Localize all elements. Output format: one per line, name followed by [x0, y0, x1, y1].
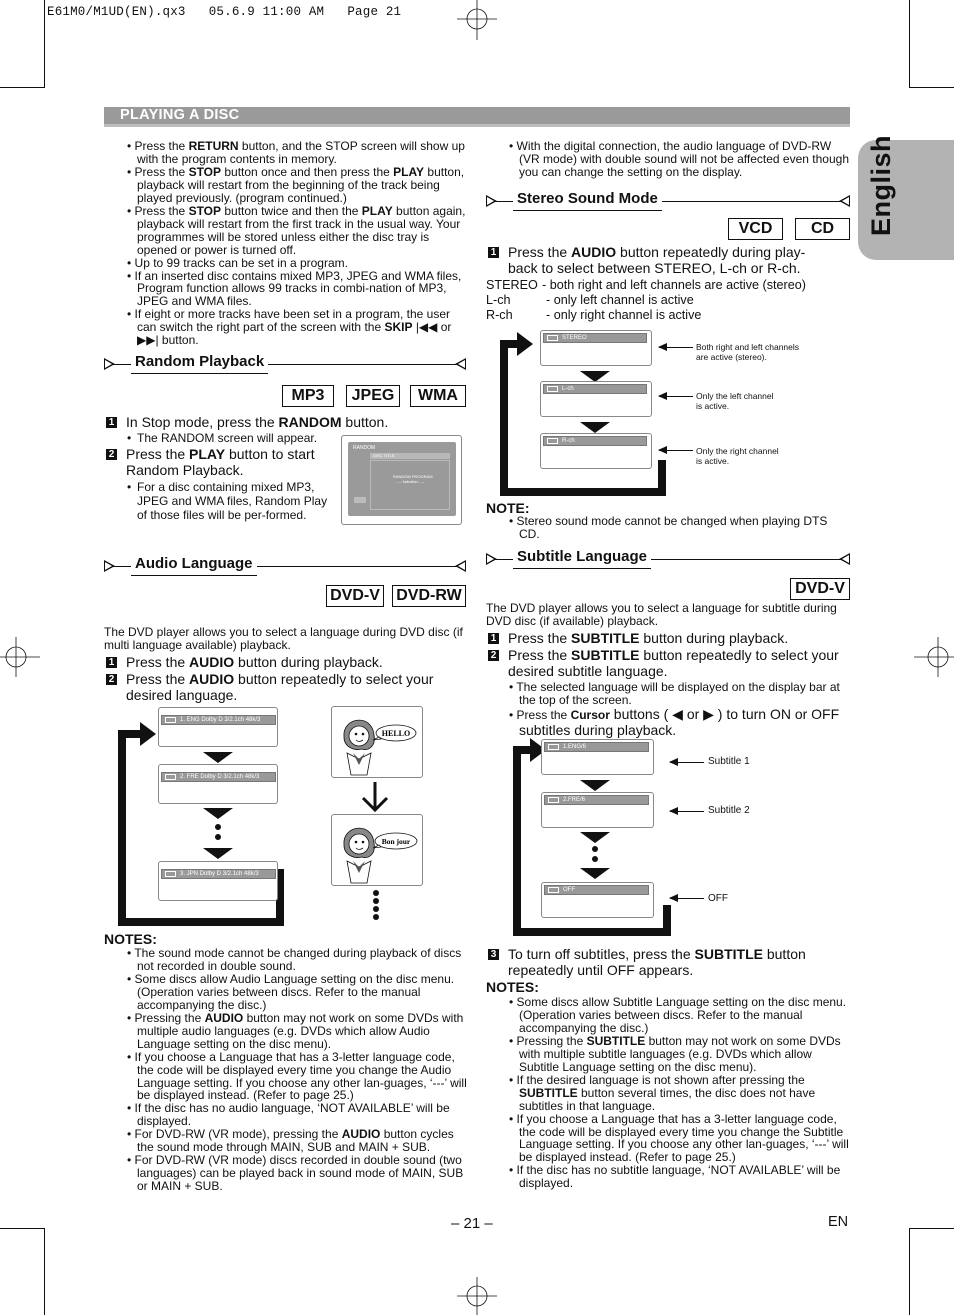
section-banner [104, 107, 850, 127]
program-notes [127, 140, 469, 347]
random-step-1-sub: • The RANDOM screen will appear. [127, 432, 347, 445]
section-title: Stereo Sound Mode [513, 191, 662, 211]
osd-screen [158, 707, 278, 747]
bullet-item: • For DVD-RW (VR mode), pressing the AUDIO button cycles the sound mode through MAIN, SUB and MAIN + SUB. [127, 1127, 454, 1155]
flow-bracket [500, 340, 508, 496]
osd-screen [540, 330, 652, 366]
stereo-note: • Stereo sound mode cannot be changed when playing DTS CD. [509, 514, 828, 541]
crop-mark-bottom [455, 1277, 499, 1315]
osd-screen [158, 764, 278, 804]
osd-screen [541, 882, 654, 918]
bullet-item: • If eight or more tracks have been set in a program, the user can switch the right part of the screen with the SKIP |◀◀ or ▶▶| button. [127, 307, 452, 348]
bullet-item: • If the desired language is not shown after pressing the SUBTITLE button several times, the disc does not have subtitles in that language. [509, 1072, 816, 1113]
step-number: 2 [106, 449, 117, 460]
flow-arrow-icon [517, 332, 533, 356]
badge-vcd: VCD [728, 218, 783, 240]
ellipsis-dot [373, 890, 379, 896]
language-tab-label: English [866, 134, 896, 236]
bullet-item: • If the disc has no audio language, ‘NOT AVAILABLE’ will be displayed. [127, 1101, 450, 1129]
callout-arrow-icon [659, 450, 693, 451]
callout-subtitle-2: Subtitle 2 [708, 805, 750, 816]
speech-bubble-text: Bon jour [381, 837, 411, 846]
trim-line [909, 1228, 954, 1229]
callout-arrow-icon [659, 347, 693, 348]
audio-icon [547, 438, 558, 444]
ellipsis-dot [592, 846, 598, 852]
subtitle-icon [548, 744, 559, 750]
crop-mark-left [0, 635, 44, 679]
stereo-mode-table [486, 278, 846, 323]
step-number: 2 [488, 650, 499, 661]
callout-stereo: Both right and left channels are active (stereo). [696, 342, 800, 363]
down-arrow-icon [580, 780, 610, 791]
trim-line [44, 1228, 45, 1315]
badge-cd: CD [795, 218, 850, 240]
subtitle-step-1: 1 Press the SUBTITLE button during playback. [488, 630, 848, 646]
subtitle-intro: The DVD player allows you to select a language for subtitle during DVD disc (if available) playback. [486, 601, 837, 628]
badge-jpeg: JPEG [346, 385, 400, 407]
callout-arrow-icon [659, 396, 693, 397]
language-code: EN [828, 1214, 849, 1230]
stereo-step-1: 1 Press the AUDIO button repeatedly during play-back to select between STEREO, L-ch or R-ch. [488, 244, 833, 277]
flow-bracket [513, 928, 671, 936]
bullet-item: • If you choose a Language that has a 3-letter language code, the code will be displayed every time you change the Audio Language setting. If you choose any other lan-guages, ‘---’ will be displayed instead. (Refer to page 25.) [127, 1049, 467, 1103]
osd-bar: L-ch [543, 384, 647, 394]
disc-type-badges [282, 385, 468, 407]
header-arrow-left-icon [104, 560, 115, 572]
audio-step-1: 1 Press the AUDIO button during playback. [106, 654, 466, 670]
flow-bracket [663, 905, 671, 936]
badge-dvd-v: DVD-V [326, 585, 384, 607]
bullet-item: • Some discs allow Audio Language setting on the disc menu. (Operation varies between discs. Refer to the manual accompanying the disc.) [127, 971, 455, 1012]
osd-bar: 2. FRE Dolby D 3/2.1ch 48k/3 [161, 772, 276, 782]
digital-note [509, 140, 851, 179]
screen-content-area [370, 460, 450, 510]
girl-icon [332, 815, 422, 885]
subtitle-icon [548, 797, 559, 803]
header-arrow-right-icon [839, 195, 850, 207]
step-number: 3 [488, 949, 499, 960]
trim-line [909, 0, 910, 88]
osd-screen [541, 792, 654, 828]
mode-row: L-ch - only left channel is active [486, 293, 694, 307]
bullet-item: • Press the STOP button twice and then the PLAY button again, playback will restart from the first track in the usual way. Your programmes will be stored unless either the disc tray is opened or power is turned off. [127, 203, 466, 257]
step-number: 1 [106, 417, 117, 428]
trim-line [44, 0, 45, 88]
audio-notes [127, 947, 468, 1193]
bullet-item: • For DVD-RW (VR mode) discs recorded in double sound (two languages) can be played back in sound mode of MAIN, SUB or MAIN + SUB. [127, 1153, 464, 1194]
osd-bar: 2.FRE/6 [544, 795, 649, 805]
audio-step-2: 2 Press the AUDIO button repeatedly to select your desired language. [106, 671, 466, 704]
bullet-item: • Pressing the AUDIO button may not work on some DVDs with multiple audio languages (e.g. DVDs which allow Audio Language setting on the disc menu). [127, 1010, 464, 1051]
flow-arrow-icon [140, 722, 156, 746]
osd-bar: 1. ENG Dolby D 3/2.1ch 48k/3 [161, 715, 276, 725]
callout-arrow-icon [670, 811, 704, 812]
section-header-stereo [486, 191, 850, 213]
speech-bubble-text: HELLO [381, 729, 411, 738]
ellipsis-dot [215, 824, 221, 830]
badge-dvd-v: DVD-V [790, 578, 850, 600]
disc-type-badges [728, 218, 850, 240]
ellipsis-dot [373, 898, 379, 904]
trim-line [909, 1228, 910, 1315]
callout-subtitle-1: Subtitle 1 [708, 756, 750, 767]
girl-bonjour-illustration [331, 814, 423, 886]
callout-arrow-icon [670, 898, 704, 899]
subtitle-icon [548, 887, 559, 893]
header-arrow-left-icon [104, 358, 115, 370]
random-step-2-sub: • For a disc containing mixed MP3, JPEG and WMA files, Random Play of those files will be per-formed. [127, 481, 337, 522]
girl-icon [332, 707, 422, 777]
osd-screen [541, 739, 654, 775]
down-arrow-icon [203, 752, 233, 763]
section-header-audio [104, 556, 466, 578]
header-arrow-left-icon [486, 195, 497, 207]
osd-bar: OFF [544, 885, 649, 895]
audio-intro: The DVD player allows you to select a language during DVD disc (if multi language available) playback. [104, 625, 463, 652]
girl-hello-illustration [331, 706, 423, 778]
random-step-2: 2 Press the PLAY button to start Random Playback. [106, 446, 340, 479]
mode-row: STEREO - both right and left channels are active (stereo) [486, 278, 806, 292]
ellipsis-dot [373, 914, 379, 920]
bullet-item: • Press the RETURN button, and the STOP screen will show up with the program contents in memory. [127, 139, 465, 166]
ellipsis-dot [373, 906, 379, 912]
down-arrow-icon [580, 832, 610, 843]
step-number: 1 [488, 247, 499, 258]
bullet-item: • Up to 99 tracks can be set in a program. [127, 255, 348, 270]
flow-bracket [513, 746, 521, 936]
flow-bracket [118, 918, 284, 926]
flow-bracket [658, 460, 666, 496]
flow-bracket [500, 488, 666, 496]
bullet-item: • Pressing the SUBTITLE button may not work on some DVDs with multiple subtitle languages (e.g. DVDs which allow Subtitle Language setting on the disc menu). [509, 1033, 841, 1074]
trim-line [0, 1228, 44, 1229]
down-arrow-icon [580, 422, 610, 433]
flow-bracket [118, 730, 126, 926]
osd-bar: STEREO [543, 333, 647, 343]
language-tab [858, 134, 954, 260]
page-number: – 21 – [451, 1215, 493, 1232]
bullet-item: • If an inserted disc contains mixed MP3, JPEG and WMA files, Program function allows 99 tracks in combi-nation of MP3, JPEG and WMA files. [127, 268, 462, 309]
subtitle-step-3: 3 To turn off subtitles, press the SUBTITLE button repeatedly until OFF appears. [488, 946, 833, 979]
badge-mp3: MP3 [282, 385, 334, 407]
down-arrow-icon [203, 808, 233, 819]
ellipsis-dot [215, 834, 221, 840]
osd-bar: 3. JPN Dolby D 3/2.1ch 48k/3 [161, 869, 276, 879]
random-screen-illustration [341, 435, 462, 525]
down-arrow-icon [203, 848, 233, 859]
note-label: NOTE: [486, 500, 530, 516]
audio-icon [165, 717, 176, 723]
screen-icon [354, 497, 366, 503]
badge-wma: WMA [410, 385, 466, 407]
header-arrow-left-icon [486, 553, 497, 565]
screen-display: RANDOM DISC TITLE RANDOM PROGRAM -- -- Indication -- -- [348, 442, 456, 516]
random-step-1: 1 In Stop mode, press the RANDOM button. [106, 414, 426, 430]
banner-title: PLAYING A DISC [120, 107, 240, 123]
audio-icon [165, 774, 176, 780]
section-title: Audio Language [131, 556, 257, 576]
trim-line [0, 87, 44, 88]
subtitle-notes [509, 996, 852, 1190]
section-header-subtitle [486, 549, 850, 571]
step-number: 2 [106, 674, 117, 685]
subtitle-step-2-sub: • The selected language will be displayed on the display bar at the top of the screen. [509, 680, 840, 707]
mode-row: R-ch - only right channel is active [486, 308, 702, 322]
section-title: Subtitle Language [513, 549, 651, 569]
bullet-item: • Some discs allow Subtitle Language setting on the disc menu. (Operation varies between discs. Refer to the manual accompanying the disc.) [509, 995, 847, 1035]
bullet-item: • The sound mode cannot be changed during playback of discs not recorded in double sound. [127, 946, 462, 973]
osd-bar: R-ch [543, 436, 647, 446]
header-arrow-right-icon [455, 358, 466, 370]
callout-left: Only the left channel is active. [696, 391, 774, 412]
audio-icon [165, 871, 176, 877]
callout-off: OFF [708, 893, 728, 904]
subtitle-step-2: 2 Press the SUBTITLE button repeatedly to select your desired subtitle language. [488, 647, 848, 680]
bullet-item: • With the digital connection, the audio language of DVD-RW (VR mode) with double sound will not be affected even though you can change the setting on the display. [509, 139, 849, 179]
step-number: 1 [488, 633, 499, 644]
notes-label: NOTES: [486, 979, 539, 995]
callout-arrow-icon [670, 762, 704, 763]
trim-line [909, 87, 954, 88]
disc-type-badges [326, 585, 468, 607]
file-header: E61M0/M1UD(EN).qx3 05.6.9 11:00 AM Page 21 [47, 5, 402, 19]
callout-right: Only the right channel is active. [696, 446, 779, 467]
crop-mark-top [455, 0, 499, 44]
osd-screen [158, 861, 278, 901]
audio-icon [547, 335, 558, 341]
osd-bar: 1.ENG/6 [544, 742, 649, 752]
header-arrow-right-icon [839, 553, 850, 565]
down-arrow-icon [360, 780, 390, 814]
osd-screen [540, 381, 652, 417]
bullet-item: • If the disc has no subtitle language, ‘NOT AVAILABLE’ will be displayed. [509, 1163, 841, 1191]
ellipsis-dot [592, 856, 598, 862]
audio-icon [547, 386, 558, 392]
badge-dvd-rw: DVD-RW [392, 585, 466, 607]
section-header-random [104, 354, 466, 376]
bullet-item: • If you choose a Language that has a 3-letter language code, the code will be displayed every time you change the Subtitle Language setting. If you choose any other lan-guages, ‘---’ will be displayed instead. (Refer to page 25.) [509, 1111, 849, 1165]
step-number: 1 [106, 657, 117, 668]
header-arrow-right-icon [455, 560, 466, 572]
crop-mark-right [910, 635, 954, 679]
bullet-item: • Press the STOP button once and then press the PLAY button, playback will restart from the beginning of the track being played previously. (program continued.) [127, 164, 465, 205]
disc-type-badges [790, 578, 850, 600]
down-arrow-icon [580, 868, 610, 879]
osd-screen [540, 433, 652, 469]
section-title: Random Playback [131, 354, 268, 374]
subtitle-step-2-sub: • Press the Cursor buttons ( ◀ or ▶ ) to turn ON or OFF subtitles during playback. [509, 706, 840, 738]
notes-label: NOTES: [104, 931, 157, 947]
